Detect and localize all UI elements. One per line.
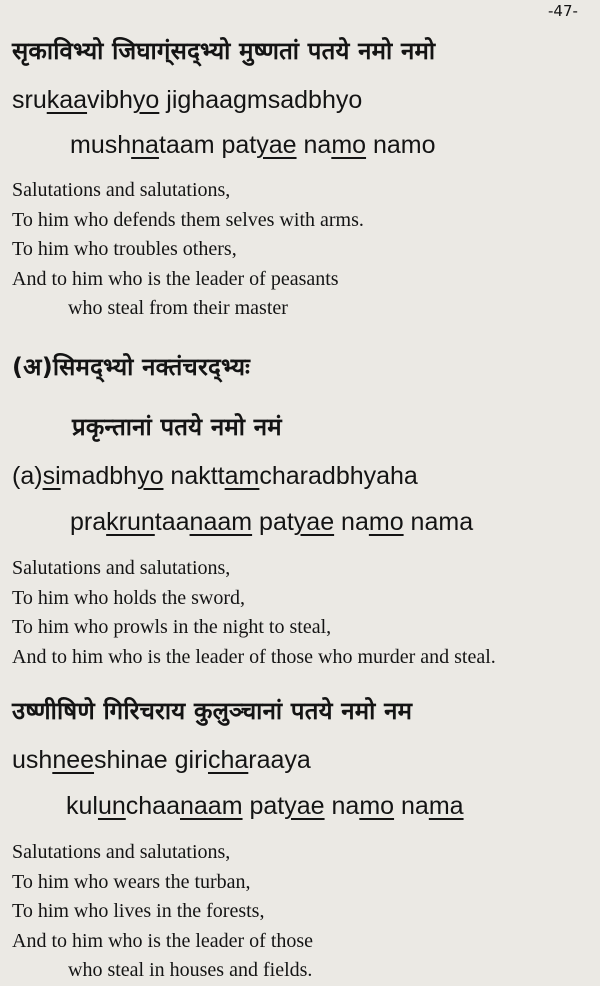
verse-2-translation: [12, 554, 496, 672]
verse-2-roman-line-2: [70, 508, 473, 537]
roman-underlined-segment: mo: [331, 131, 367, 159]
page-number: -47-: [548, 2, 578, 20]
verse-2-sanskrit-line-2: प्रकृन्तानां पतये नमो नमं: [72, 413, 282, 441]
roman-underlined-segment: kaa: [46, 86, 88, 114]
roman-segment: na: [394, 792, 429, 820]
roman-segment: pat: [242, 792, 285, 820]
roman-segment: taam pat: [158, 131, 257, 159]
verse-2-translation-line-1: Salutations and salutations,: [12, 557, 231, 579]
roman-underlined-segment: naam: [180, 792, 243, 820]
verse-1-translation-line-3: To him who troubles others,: [12, 238, 237, 260]
roman-segment: nama: [403, 508, 474, 536]
roman-underlined-segment: krun: [106, 508, 155, 536]
verse-2-sanskrit-line-1: (अ)सिमद्भ्यो नक्तंचरद्भ्यः: [12, 353, 251, 381]
verse-1-translation-line-5: who steal from their master: [68, 297, 288, 319]
verse-1-translation: [12, 176, 364, 324]
roman-underlined-segment: yo: [132, 86, 160, 114]
verse-1-sanskrit-line-1: सृकाविभ्यो जिघाग्ंसद्भ्यो मुष्णतां पतये नमो नमो: [12, 37, 436, 65]
roman-segment: ush: [12, 746, 53, 774]
roman-segment: (a): [12, 462, 43, 490]
verse-1-translation-line-2: To him who defends them selves with arms.: [12, 208, 364, 231]
verse-1-translation-line-1: Salutations and salutations,: [12, 179, 231, 201]
roman-segment: namo: [366, 131, 436, 159]
roman-underlined-segment: yae: [293, 508, 335, 536]
roman-segment: na: [334, 508, 369, 536]
verse-3-translation-line-4: And to him who is the leader of those: [12, 929, 314, 952]
verse-3-sanskrit-line-1: उष्णीषिणे गिरिचराय कुलुञ्चानां पतये नमो नम: [12, 697, 413, 725]
verse-2-roman-line-1: [12, 462, 418, 491]
verse-3-translation-line-2: To him who wears the turban,: [12, 870, 251, 893]
roman-segment: pra: [70, 508, 107, 536]
verse-1-roman-line-2: [70, 131, 436, 160]
roman-segment: pat: [252, 508, 294, 536]
roman-segment: vibh: [87, 86, 133, 114]
roman-underlined-segment: yae: [256, 131, 297, 159]
verse-2-translation-line-4: And to him who is the leader of those who murder and steal.: [12, 645, 496, 668]
roman-underlined-segment: naam: [189, 508, 253, 536]
roman-segment: taa: [154, 508, 190, 536]
roman-segment: jighaagmsadbhyo: [159, 86, 363, 114]
roman-underlined-segment: na: [131, 131, 159, 159]
roman-segment: madbh: [60, 462, 138, 490]
roman-underlined-segment: nee: [52, 746, 95, 774]
verse-2-translation-line-2: To him who holds the sword,: [12, 586, 246, 609]
roman-underlined-segment: mo: [359, 792, 395, 820]
verse-3-translation-line-1: Salutations and salutations,: [12, 841, 231, 863]
roman-underlined-segment: ma: [428, 792, 464, 820]
roman-segment: na: [296, 131, 332, 159]
roman-segment: na: [324, 792, 360, 820]
roman-underlined-segment: cha: [207, 746, 249, 774]
roman-underlined-segment: am: [224, 462, 260, 490]
roman-segment: naktt: [163, 462, 225, 490]
roman-segment: charadbhyaha: [259, 462, 418, 490]
roman-segment: shinae giri: [94, 746, 208, 774]
roman-underlined-segment: si: [42, 462, 61, 490]
verse-3-translation-line-5: who steal in houses and fields.: [68, 959, 313, 981]
verse-3-translation: [12, 838, 313, 986]
roman-underlined-segment: un: [97, 792, 126, 820]
verse-1-roman-line-1: [12, 86, 362, 115]
roman-segment: kul: [66, 792, 98, 820]
verse-3-roman-line-2: [66, 792, 464, 821]
roman-segment: chaa: [125, 792, 180, 820]
roman-segment: mush: [70, 131, 132, 159]
verse-3-roman-line-1: [12, 746, 311, 775]
verse-3-translation-line-3: To him who lives in the forests,: [12, 900, 265, 922]
roman-underlined-segment: yae: [284, 792, 325, 820]
verse-1-translation-line-4: And to him who is the leader of peasants: [12, 267, 339, 290]
roman-underlined-segment: mo: [368, 508, 404, 536]
roman-underlined-segment: yo: [137, 462, 164, 490]
roman-segment: raaya: [248, 746, 311, 774]
verse-2-translation-line-3: To him who prowls in the night to steal,: [12, 616, 332, 638]
roman-segment: sru: [12, 86, 47, 114]
